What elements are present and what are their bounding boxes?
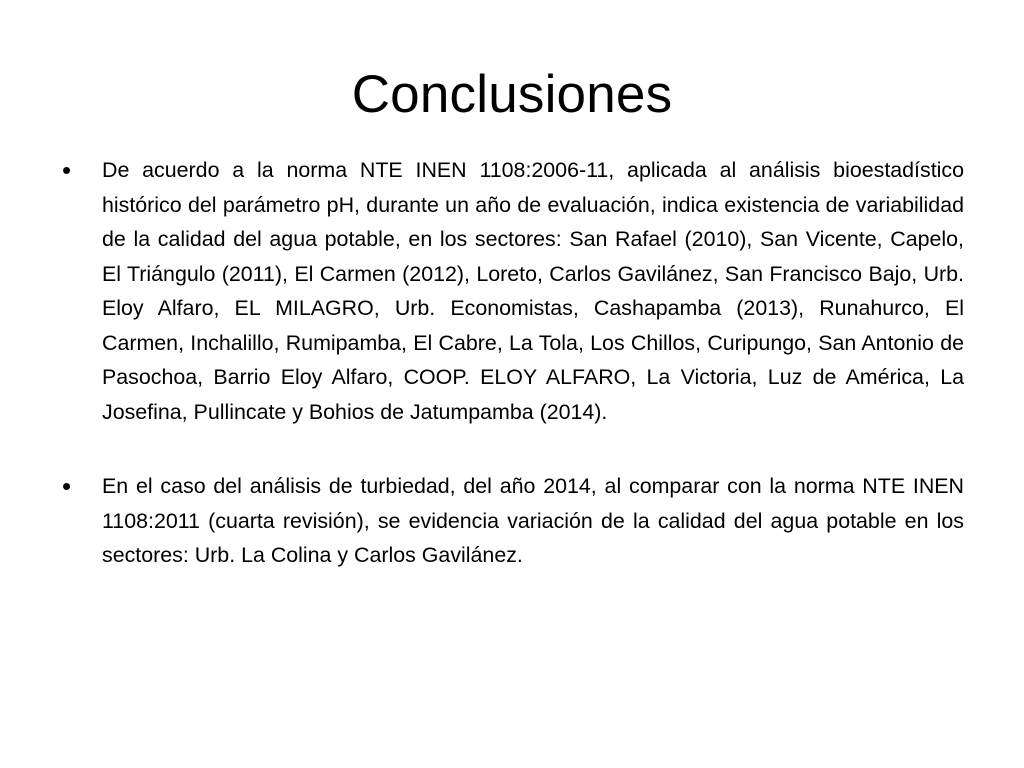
bullet-item-turbiedad [58,469,964,573]
bullet-marker: • [62,471,72,501]
bullet-text-ph: De acuerdo a la norma NTE INEN 1108:2006-11, aplicada al análisis bioestadístico histórico del parámetro pH, durante un año de evaluación, indica existencia de variabilidad de la calidad del agua potable, en los sectores: San Rafael (2010), San Vicente, Capelo, El Triángulo (2011), El Carmen (2012), Loreto, Carlos Gavilánez, San Francisco Bajo, Urb. Eloy Alfaro, EL MILAGRO, Urb. Economistas, Cashapamba (2013), Runahurco, El Carmen, Inchalillo, Rumipamba, El Cabre, La Tola, Los Chillos, Curipungo, San Antonio de Pasochoa, Barrio Eloy Alfaro, COOP. ELOY ALFARO, La Victoria, Luz de América, La Josefina, Pullincate y Bohios de Jatumpamba (2014). [102,158,964,424]
bullet-item-ph [58,153,964,429]
slide-title: Conclusiones [351,65,673,124]
bullet-marker: • [62,155,72,185]
bullet-list [58,153,964,613]
bullet-text-turbiedad: En el caso del análisis de turbiedad, del año 2014, al comparar con la norma NTE INEN 1108:2011 (cuarta revisión), se evidencia variación de la calidad del agua potable en los sectores: Urb. La Colina y Carlos Gavilánez. [102,474,964,567]
